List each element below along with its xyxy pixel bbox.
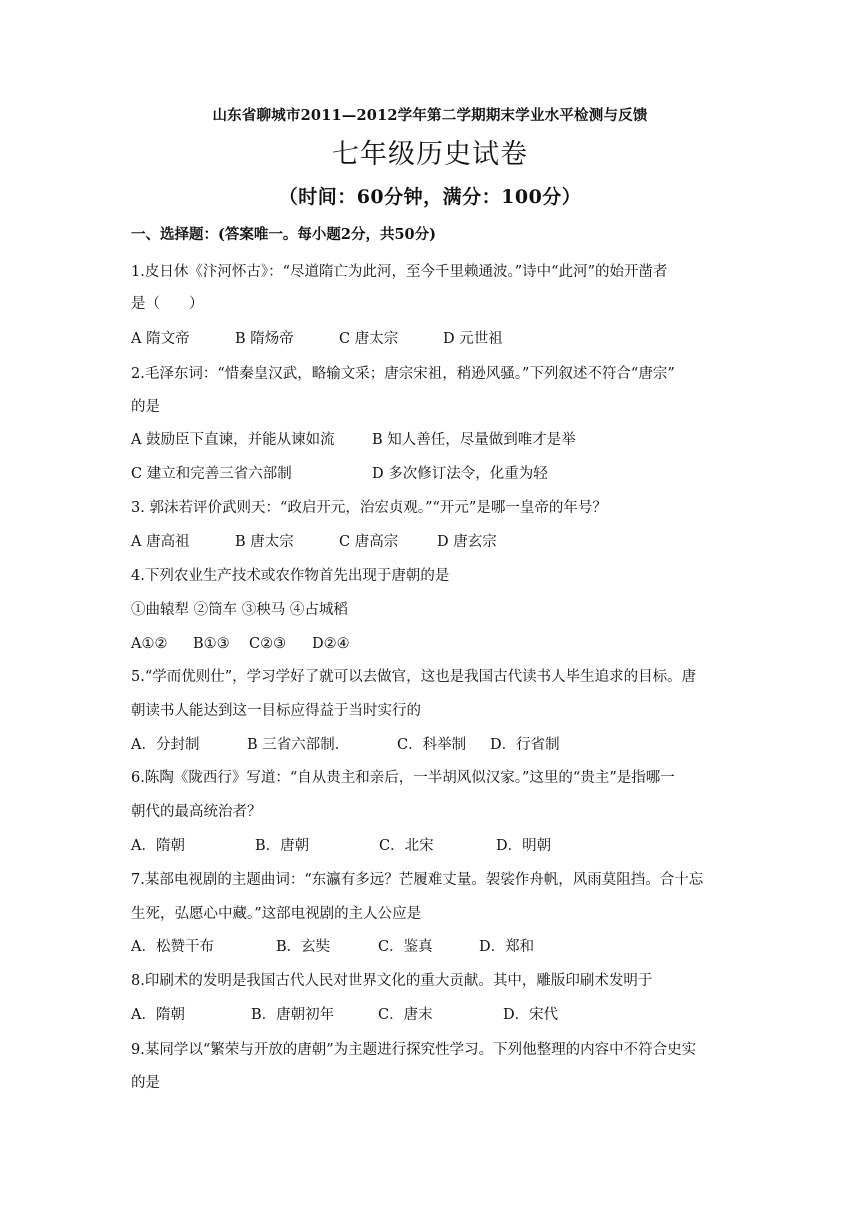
option-a: A．隋朝 bbox=[131, 1007, 185, 1023]
option-d: D 元世祖 bbox=[443, 331, 503, 347]
question-2-stem-line-1: 2.毛泽东词：“惜秦皇汉武，略输文采；唐宗宋祖，稍逊风骚。”下列叙述不符合“唐宗” bbox=[131, 366, 675, 382]
option-b: B 三省六部制． bbox=[247, 737, 350, 753]
section-heading: 一、选择题：(答案唯一。每小题2分，共50分) bbox=[131, 226, 436, 243]
exam-time-info: （时间：60分钟，满分：100分） bbox=[278, 186, 582, 208]
option-c: C．北宋 bbox=[379, 838, 434, 854]
option-d: D②④ bbox=[312, 636, 350, 652]
option-a: A 鼓励臣下直谏，并能从谏如流 bbox=[131, 432, 335, 448]
question-7-options bbox=[131, 937, 534, 957]
option-a: A．分封制 bbox=[131, 737, 200, 753]
question-3-options bbox=[131, 532, 497, 552]
question-1-options bbox=[131, 329, 503, 349]
question-7-stem-line-2: 生死，弘愿心中藏。”这部电视剧的主人公应是 bbox=[131, 906, 422, 922]
option-b: B 知人善任，尽量做到唯才是举 bbox=[372, 432, 576, 448]
option-d: D 唐玄宗 bbox=[437, 534, 497, 550]
question-5-stem-line-2: 朝读书人能达到这一目标应得益于当时实行的 bbox=[131, 703, 421, 719]
question-6-stem-line-1: 6.陈陶《陇西行》写道：“自从贵主和亲后，一半胡风似汉家。”这里的“贵主”是指哪一 bbox=[131, 770, 675, 786]
question-4-stem-line-1: 4.下列农业生产技术或农作物首先出现于唐朝的是 bbox=[131, 568, 450, 584]
question-8-options bbox=[131, 1005, 558, 1025]
question-5-options bbox=[131, 735, 560, 755]
option-b: B 隋炀帝 bbox=[235, 331, 294, 347]
exam-title: 七年级历史试卷 bbox=[332, 139, 528, 170]
question-2-options-row-1 bbox=[131, 430, 576, 450]
question-6-options bbox=[131, 836, 551, 856]
question-5-stem-line-1: 5.“学而优则仕”，学习学好了就可以去做官，这也是我国古代读书人毕生追求的目标。唐 bbox=[131, 669, 697, 685]
question-4-options bbox=[131, 634, 350, 654]
question-9-stem-line-1: 9.某同学以“繁荣与开放的唐朝”为主题进行探究性学习。下列他整理的内容中不符合史实 bbox=[131, 1042, 697, 1058]
question-8-stem: 8.印刷术的发明是我国古代人民对世界文化的重大贡献。其中，雕版印刷术发明于 bbox=[131, 973, 653, 989]
question-3-stem: 3. 郭沫若评价武则天：“政启开元，治宏贞观。”“开元”是哪一皇帝的年号？ bbox=[131, 500, 607, 516]
question-4-stem-line-2: ①曲辕犁 ②筒车 ③秧马 ④占城稻 bbox=[131, 602, 348, 618]
question-1-stem-line-1: 1.皮日休《汴河怀古》：“尽道隋亡为此河，至今千里赖通波。”诗中“此河”的始开凿者 bbox=[131, 264, 668, 280]
question-9-stem-line-2: 的是 bbox=[131, 1075, 160, 1091]
question-7-stem-line-1: 7.某部电视剧的主题曲词：“东瀛有多远？芒履难丈量。袈裟作舟帆，风雨莫阻挡。合十忘 bbox=[131, 872, 704, 888]
option-d: D 多次修订法令，化重为轻 bbox=[372, 466, 548, 482]
option-a: A①② bbox=[131, 636, 168, 652]
exam-source-line: 山东省聊城市2011—2012学年第二学期期末学业水平检测与反馈 bbox=[212, 107, 648, 124]
option-a: A．松赞干布 bbox=[131, 939, 214, 955]
question-6-stem-line-2: 朝代的最高统治者？ bbox=[131, 804, 262, 820]
option-d: D．行省制 bbox=[490, 737, 560, 753]
option-a: A 隋文帝 bbox=[131, 331, 190, 347]
question-2-options-row-2 bbox=[131, 464, 548, 484]
option-c: C 唐高宗 bbox=[339, 534, 399, 550]
option-a: A．隋朝 bbox=[131, 838, 185, 854]
option-b: B①③ bbox=[193, 636, 230, 652]
option-c: C 建立和完善三省六部制 bbox=[131, 466, 292, 482]
option-c: C 唐太宗 bbox=[339, 331, 399, 347]
question-1-stem-line-2: 是（ ） bbox=[131, 296, 204, 312]
option-d: D．郑和 bbox=[479, 939, 535, 955]
option-c: C②③ bbox=[249, 636, 287, 652]
option-b: B．玄奘 bbox=[276, 939, 331, 955]
option-b: B．唐朝初年 bbox=[251, 1007, 335, 1023]
option-a: A 唐高祖 bbox=[131, 534, 190, 550]
option-c: C．鉴真 bbox=[378, 939, 433, 955]
option-d: D．明朝 bbox=[496, 838, 552, 854]
option-b: B．唐朝 bbox=[255, 838, 310, 854]
question-2-stem-line-2: 的是 bbox=[131, 399, 160, 415]
option-c: C．科举制 bbox=[397, 737, 467, 753]
option-b: B 唐太宗 bbox=[235, 534, 294, 550]
option-c: C．唐末 bbox=[378, 1007, 433, 1023]
option-d: D．宋代 bbox=[503, 1007, 559, 1023]
